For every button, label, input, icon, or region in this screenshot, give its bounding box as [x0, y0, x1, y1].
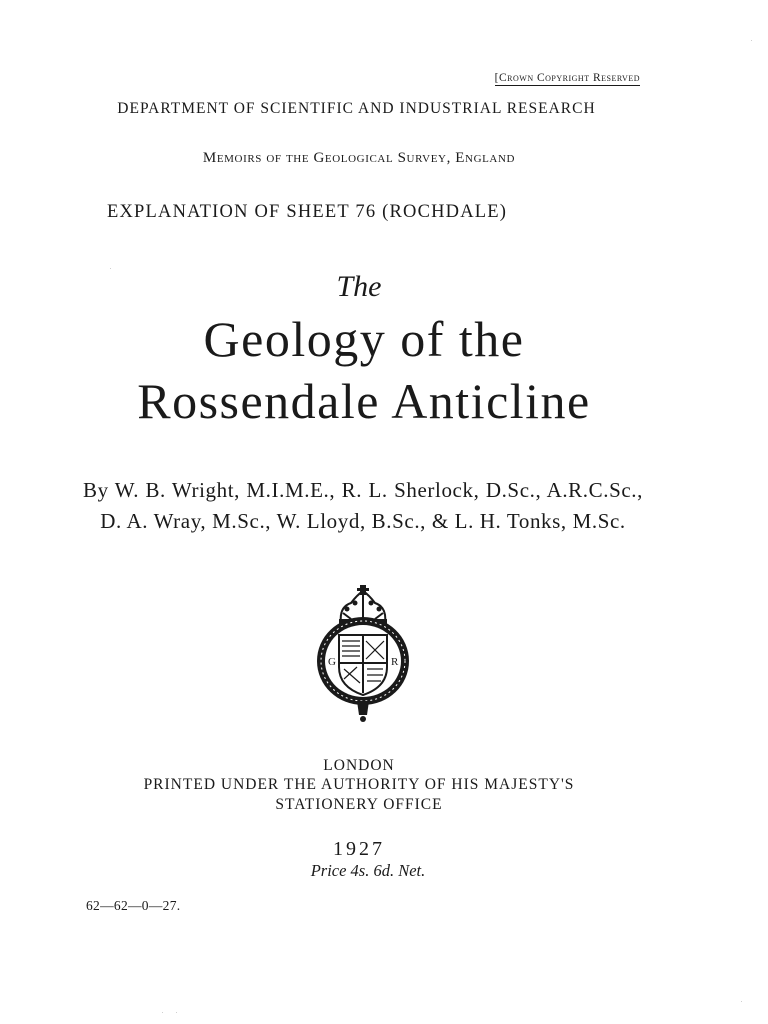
- title-line-2: Rossendale Anticline: [137, 373, 591, 429]
- copyright-notice: [Crown Copyright Reserved: [494, 72, 640, 84]
- publication-year: 1927: [333, 838, 385, 860]
- imprint-office: STATIONERY OFFICE: [275, 796, 443, 813]
- department-heading: DEPARTMENT OF SCIENTIFIC AND INDUSTRIAL RESEARCH: [117, 100, 596, 117]
- price-label: Price 4s. 6d. Net.: [310, 861, 426, 880]
- title-line-1: Geology of the: [203, 311, 525, 367]
- crest-initial-g: G: [328, 656, 336, 668]
- imprint-city: LONDON: [323, 757, 395, 774]
- royal-crest-icon: [311, 583, 415, 723]
- imprint-authority: PRINTED UNDER THE AUTHORITY OF HIS MAJESTY'S: [143, 776, 575, 793]
- authors-list: By W. B. Wright, M.I.M.E., R. L. Sherlock, D.Sc., A.R.C.Sc., D. A. Wray, M.Sc., W. Lloyd, B.Sc., & L. H. Tonks, M.Sc.: [83, 478, 643, 533]
- crest-initial-r: R: [391, 656, 399, 668]
- title-article: The: [336, 270, 382, 303]
- print-code: 62—62—0—27.: [86, 898, 181, 913]
- sheet-explanation: EXPLANATION OF SHEET 76 (ROCHDALE): [107, 202, 508, 222]
- series-title: Memoirs of the Geological Survey, England: [202, 150, 516, 166]
